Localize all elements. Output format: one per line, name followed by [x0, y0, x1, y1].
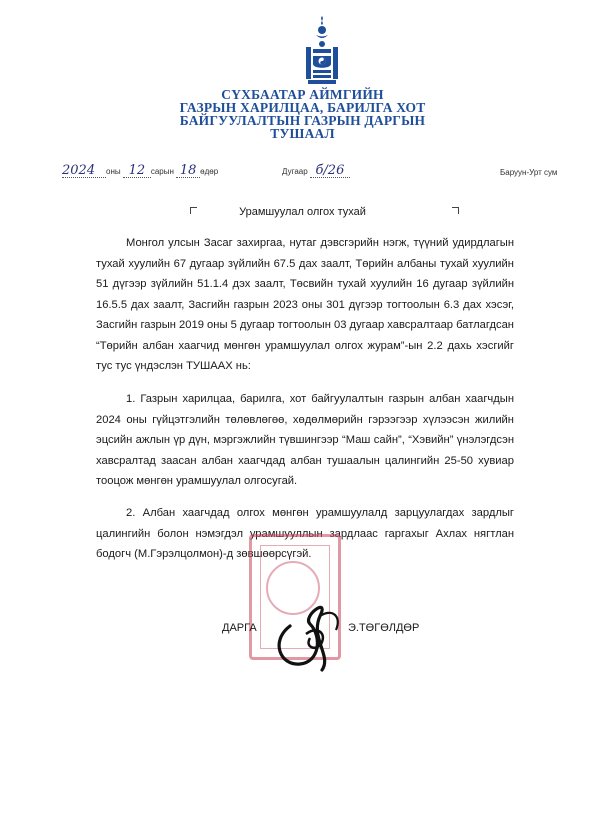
- body-item-2: 2. Албан хаагчдад олгох мөнгөн урамшуулалд зарцуулагдах зардлыг цалингийн болон нэмэгдэл урамшууллын зардлаас гаргахыг Ахлах нягтлан бодогч (М.Гэрэлцолмон)-д зөвшөөрсүгэй.: [96, 507, 514, 560]
- org-line-1: СҮХБААТАР АЙМГИЙН: [221, 87, 384, 102]
- org-line-2: ГАЗРЫН ХАРИЛЦАА, БАРИЛГА ХОТ: [179, 100, 426, 115]
- body-intro: Монгол улсын Засаг захиргаа, нутаг дэвсгэрийн нэгж, түүний удирдлагын тухай хуулийн 67 дугаар зүйлийн 67.5 дах заалт, Төрийн албаны тухай хуулийн 51 дүгээр зүйлийн 51.1.4 дэх заалт, Төсвийн тухай хуулийн 16 дугаар зүйлийн 16.5.5 дах заалт, Засгийн газрын 2023 оны 301 дүгээр тогтоолын 6.3 дах хэсэг, Засгийн газрын 2019 оны 5 дугаар тогтоолын 03 дугаар хавсралтаар батлагдсан “Төрийн албан хаагчид мөнгөн урамшуулал олгох журам”-ын 2.2 дахь хэсгийг тус тус үндэслэн ТУШААХ нь:: [96, 237, 514, 372]
- date-month: 12: [123, 164, 151, 178]
- order-number-value: б/26: [310, 164, 350, 178]
- signatory-name: Э.ТӨГӨЛДӨР: [348, 622, 420, 634]
- date-day-suffix: өдөр: [200, 167, 219, 176]
- order-number: [282, 164, 350, 178]
- signatory-title: ДАРГА: [222, 622, 257, 634]
- org-line-4: ТУШААЛ: [270, 126, 335, 141]
- body-item-1: 1. Газрын харилцаа, барилга, хот байгуулалтын газрын албан хаагчдын 2024 оны гүйцэтгэлийн төлөвлөгөө, хөдөлмөрийн гэрээгээр хүлээсэн жилийн эцсийн ажлын үр дүн, мэргэжлийн түвшингээр “Маш сайн”, “Хэвийн” үнэлэгдсэн хавсралтад заасан албан хаагчдад албан тушаалын цалингийн 25-50 хувиар тооцож мөнгөн урамшуулал олгосугай.: [96, 393, 514, 487]
- org-line-3: БАЙГУУЛАЛТЫН ГАЗРЫН ДАРГЫН: [179, 113, 426, 128]
- order-subject: Урамшуулал олгох тухай: [239, 206, 366, 218]
- date-month-suffix: сарын: [150, 167, 174, 176]
- date-day: 18: [176, 164, 200, 178]
- organization-header: [150, 88, 455, 140]
- order-number-label: Дугаар: [282, 167, 308, 176]
- date-year-suffix: оны: [106, 167, 121, 176]
- order-date: [62, 164, 218, 178]
- date-year: 2024: [62, 164, 106, 178]
- order-place: Баруун-Урт сум: [500, 168, 558, 177]
- state-emblem-icon: [299, 14, 345, 86]
